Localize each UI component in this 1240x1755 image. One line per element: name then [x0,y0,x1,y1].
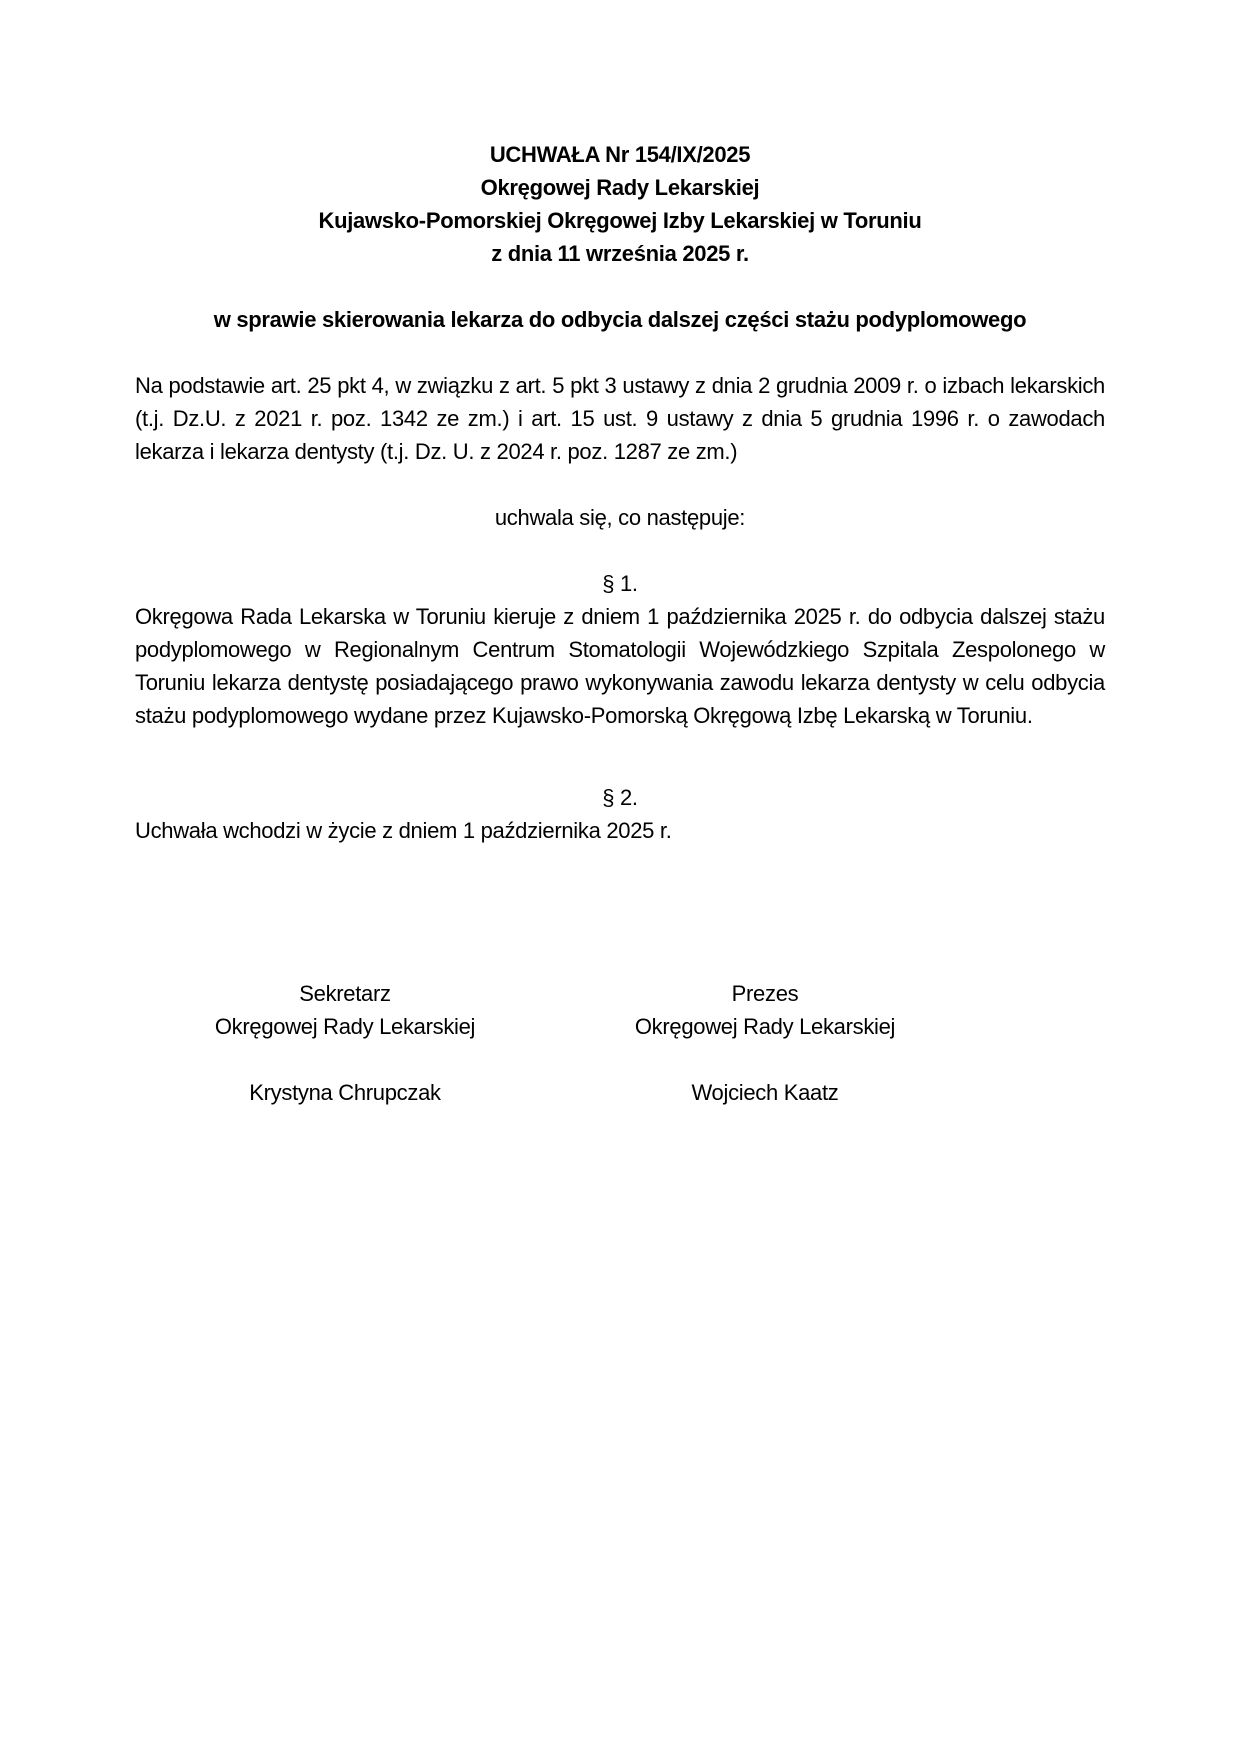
header-authority-line: Okręgowej Rady Lekarskiej [480,175,760,200]
document-subject: w sprawie skierowania lekarza do odbycia dalszej części stażu podyplomowego [213,307,1027,332]
header-title-line: UCHWAŁA Nr 154/IX/2025 [489,142,751,167]
spacer [135,1043,555,1076]
section-2-text: Uchwała wchodzi w życie z dniem 1 października 2025 r. [135,818,672,843]
signature-block [135,977,975,1109]
spacer [135,765,1105,781]
section-2 [135,781,1105,847]
legal-basis-paragraph: Na podstawie art. 25 pkt 4, w związku z art. 5 pkt 3 ustawy z dnia 2 grudnia 2009 r. o izbach lekarskich (t.j. Dz.U. z 2021 r. poz. 1342 ze zm.) i art. 15 ust. 9 ustawy z dnia 5 grudnia 1996 r. o zawodach lekarza i lekarza dentysty (t.j. Dz. U. z 2024 r. poz. 1287 ze zm.) [135,373,1105,464]
spacer [135,847,1105,977]
section-1-number: § 1. [602,571,638,596]
document-header [135,138,1105,270]
signature-secretary [135,977,555,1109]
section-1 [135,567,1105,732]
signature-secretary-name: Krystyna Chrupczak [249,1080,441,1105]
spacer [135,336,1105,369]
spacer [135,534,1105,567]
section-1-text: Okręgowa Rada Lekarska w Toruniu kieruje z dniem 1 października 2025 r. do odbycia dalszej stażu podyplomowego w Regionalnym Centrum Stomatologii Wojewódzkiego Szpitala Zespolonego w Toruniu lekarza dentystę posiadającego prawo wykonywania zawodu lekarza dentysty w celu odbycia stażu podyplomowego wydane przez Kujawsko-Pomorską Okręgową Izbę Lekarską w Toruniu. [135,604,1105,728]
header-date-line: z dnia 11 września 2025 r. [491,241,749,266]
signature-secretary-organization: Okręgowej Rady Lekarskiej [214,1014,476,1039]
spacer [135,732,1105,765]
enacting-formula: uchwala się, co następuje: [494,505,746,530]
header-chamber-line: Kujawsko-Pomorskiej Okręgowej Izby Lekarskiej w Toruniu [318,208,922,233]
spacer [135,468,1105,501]
spacer [135,270,1105,303]
signature-president-name: Wojciech Kaatz [691,1080,839,1105]
spacer [555,1043,975,1076]
signature-president-organization: Okręgowej Rady Lekarskiej [634,1014,896,1039]
signature-secretary-role: Sekretarz [299,981,391,1006]
signature-president-role: Prezes [731,981,799,1006]
section-2-number: § 2. [602,785,638,810]
signature-president [555,977,975,1109]
